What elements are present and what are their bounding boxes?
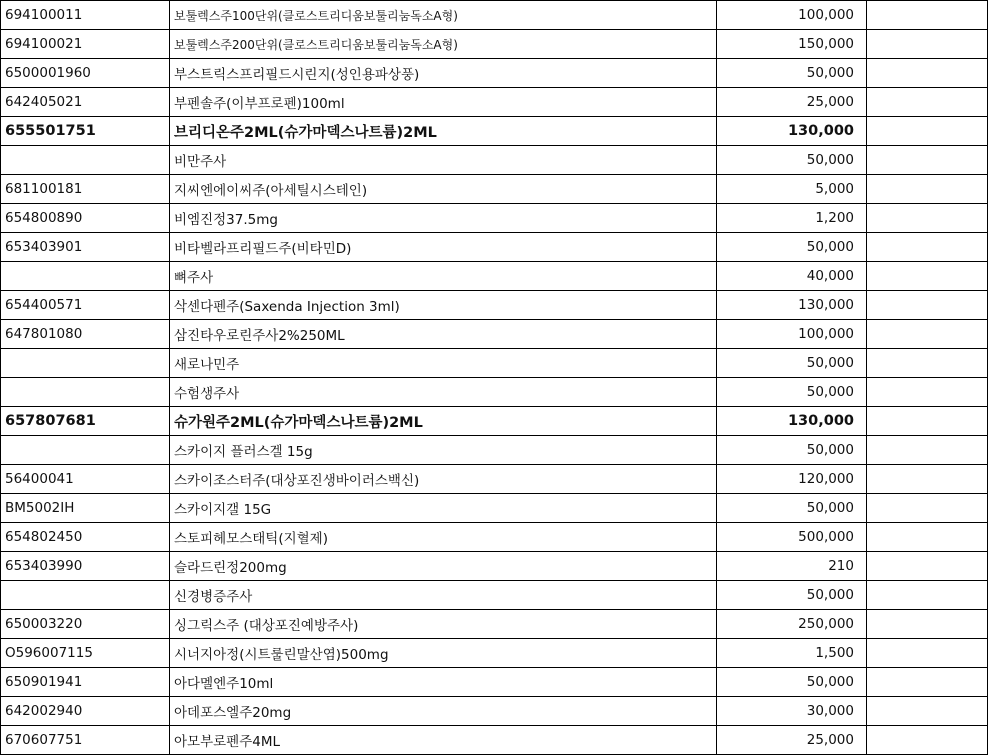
code-cell[interactable] [1,349,170,378]
table-row[interactable] [1,59,988,88]
name-cell[interactable]: 스카이조스터주(대상포진생바이러스백신) [170,465,717,494]
price-cell[interactable]: 25,000 [717,88,867,117]
code-cell[interactable]: 670607751 [1,726,170,755]
empty-cell[interactable] [867,204,988,233]
code-cell[interactable]: 56400041 [1,465,170,494]
name-cell[interactable]: 수험생주사 [170,378,717,407]
code-cell[interactable] [1,262,170,291]
empty-cell[interactable] [867,59,988,88]
empty-cell[interactable] [867,175,988,204]
name-cell[interactable]: 슈가원주2ML(슈가마덱스나트륨)2ML [170,407,717,436]
name-cell[interactable]: 신경병증주사 [170,581,717,610]
table-row[interactable] [1,552,988,581]
table-row[interactable] [1,233,988,262]
empty-cell[interactable] [867,320,988,349]
empty-cell[interactable] [867,581,988,610]
code-cell[interactable]: 654800890 [1,204,170,233]
code-cell[interactable]: 647801080 [1,320,170,349]
name-cell[interactable]: 새로나민주 [170,349,717,378]
name-cell[interactable]: 비타벨라프리필드주(비타민D) [170,233,717,262]
table-row[interactable] [1,1,988,30]
price-cell[interactable]: 1,200 [717,204,867,233]
code-cell[interactable]: 694100021 [1,30,170,59]
code-cell[interactable] [1,581,170,610]
table-row[interactable] [1,407,988,436]
table-row[interactable] [1,726,988,755]
table-row[interactable] [1,291,988,320]
table-row[interactable] [1,349,988,378]
table-row[interactable] [1,610,988,639]
price-cell[interactable]: 50,000 [717,349,867,378]
name-cell[interactable]: 부스트릭스프리필드시린지(성인용파상풍) [170,59,717,88]
price-cell[interactable]: 100,000 [717,320,867,349]
price-cell[interactable]: 50,000 [717,581,867,610]
code-cell[interactable]: 694100011 [1,1,170,30]
table-row[interactable] [1,494,988,523]
empty-cell[interactable] [867,639,988,668]
name-cell[interactable]: 아데포스엘주20mg [170,697,717,726]
code-cell[interactable]: 650901941 [1,668,170,697]
name-cell[interactable]: 뼈주사 [170,262,717,291]
price-cell[interactable]: 25,000 [717,726,867,755]
empty-cell[interactable] [867,291,988,320]
table-row[interactable] [1,639,988,668]
empty-cell[interactable] [867,407,988,436]
table-row[interactable] [1,262,988,291]
price-cell[interactable]: 130,000 [717,291,867,320]
table-row[interactable] [1,88,988,117]
code-cell[interactable]: 642002940 [1,697,170,726]
empty-cell[interactable] [867,465,988,494]
price-cell[interactable]: 50,000 [717,59,867,88]
name-cell[interactable]: 삭센다펜주(Saxenda Injection 3ml) [170,291,717,320]
table-row[interactable] [1,668,988,697]
table-row[interactable] [1,204,988,233]
code-cell[interactable]: 650003220 [1,610,170,639]
empty-cell[interactable] [867,1,988,30]
name-cell[interactable]: 시너지아정(시트룰린말산염)500mg [170,639,717,668]
table-row[interactable] [1,697,988,726]
code-cell[interactable] [1,146,170,175]
empty-cell[interactable] [867,668,988,697]
code-cell[interactable]: 655501751 [1,117,170,146]
price-cell[interactable]: 130,000 [717,117,867,146]
table-row[interactable] [1,465,988,494]
name-cell[interactable]: 아다멜엔주10ml [170,668,717,697]
name-cell[interactable]: 싱그릭스주 (대상포진예방주사) [170,610,717,639]
code-cell[interactable]: 654802450 [1,523,170,552]
empty-cell[interactable] [867,146,988,175]
price-cell[interactable]: 500,000 [717,523,867,552]
price-cell[interactable]: 150,000 [717,30,867,59]
name-cell[interactable]: 삼진타우로린주사2%250ML [170,320,717,349]
name-cell[interactable]: 브리디온주2ML(슈가마덱스나트륨)2ML [170,117,717,146]
price-cell[interactable]: 1,500 [717,639,867,668]
empty-cell[interactable] [867,117,988,146]
price-cell[interactable]: 5,000 [717,175,867,204]
code-cell[interactable]: O596007115 [1,639,170,668]
price-cell[interactable]: 50,000 [717,233,867,262]
price-cell[interactable]: 50,000 [717,494,867,523]
price-cell[interactable]: 30,000 [717,697,867,726]
code-cell[interactable]: 653403901 [1,233,170,262]
code-cell[interactable] [1,436,170,465]
name-cell[interactable]: 스카이지갤 15G [170,494,717,523]
table-row[interactable] [1,523,988,552]
table-row[interactable] [1,175,988,204]
price-cell[interactable]: 40,000 [717,262,867,291]
price-cell[interactable]: 120,000 [717,465,867,494]
code-cell[interactable]: 681100181 [1,175,170,204]
name-cell[interactable]: 스카이지 플러스겔 15g [170,436,717,465]
code-cell[interactable]: 657807681 [1,407,170,436]
empty-cell[interactable] [867,262,988,291]
empty-cell[interactable] [867,30,988,59]
empty-cell[interactable] [867,349,988,378]
name-cell[interactable]: 보툴렉스주100단위(클로스트리디움보툴리눔독소A형) [170,1,717,30]
empty-cell[interactable] [867,233,988,262]
price-table-body [1,1,988,755]
price-cell[interactable]: 50,000 [717,378,867,407]
empty-cell[interactable] [867,552,988,581]
name-cell[interactable]: 비엠진정37.5mg [170,204,717,233]
name-cell[interactable]: 보툴렉스주200단위(클로스트리디움보툴리눔독소A형) [170,30,717,59]
name-cell[interactable]: 슬라드린정200mg [170,552,717,581]
empty-cell[interactable] [867,88,988,117]
price-cell[interactable]: 250,000 [717,610,867,639]
empty-cell[interactable] [867,523,988,552]
name-cell[interactable]: 지씨엔에이씨주(아세틸시스테인) [170,175,717,204]
code-cell[interactable]: 642405021 [1,88,170,117]
code-cell[interactable]: 6500001960 [1,59,170,88]
name-cell[interactable]: 아모부로펜주4ML [170,726,717,755]
table-row[interactable] [1,30,988,59]
empty-cell[interactable] [867,494,988,523]
price-cell[interactable]: 50,000 [717,146,867,175]
price-cell[interactable]: 100,000 [717,1,867,30]
name-cell[interactable]: 부펜솔주(이부프로펜)100ml [170,88,717,117]
table-row[interactable] [1,117,988,146]
code-cell[interactable]: 654400571 [1,291,170,320]
code-cell[interactable]: 653403990 [1,552,170,581]
table-row[interactable] [1,436,988,465]
price-cell[interactable]: 210 [717,552,867,581]
table-row[interactable] [1,146,988,175]
price-cell[interactable]: 50,000 [717,668,867,697]
empty-cell[interactable] [867,378,988,407]
empty-cell[interactable] [867,697,988,726]
table-row[interactable] [1,320,988,349]
name-cell[interactable]: 스토피헤모스태틱(지혈제) [170,523,717,552]
table-row[interactable] [1,581,988,610]
code-cell[interactable]: BM5002IH [1,494,170,523]
code-cell[interactable] [1,378,170,407]
price-cell[interactable]: 50,000 [717,436,867,465]
empty-cell[interactable] [867,726,988,755]
price-cell[interactable]: 130,000 [717,407,867,436]
empty-cell[interactable] [867,610,988,639]
empty-cell[interactable] [867,436,988,465]
table-row[interactable] [1,378,988,407]
name-cell[interactable]: 비만주사 [170,146,717,175]
